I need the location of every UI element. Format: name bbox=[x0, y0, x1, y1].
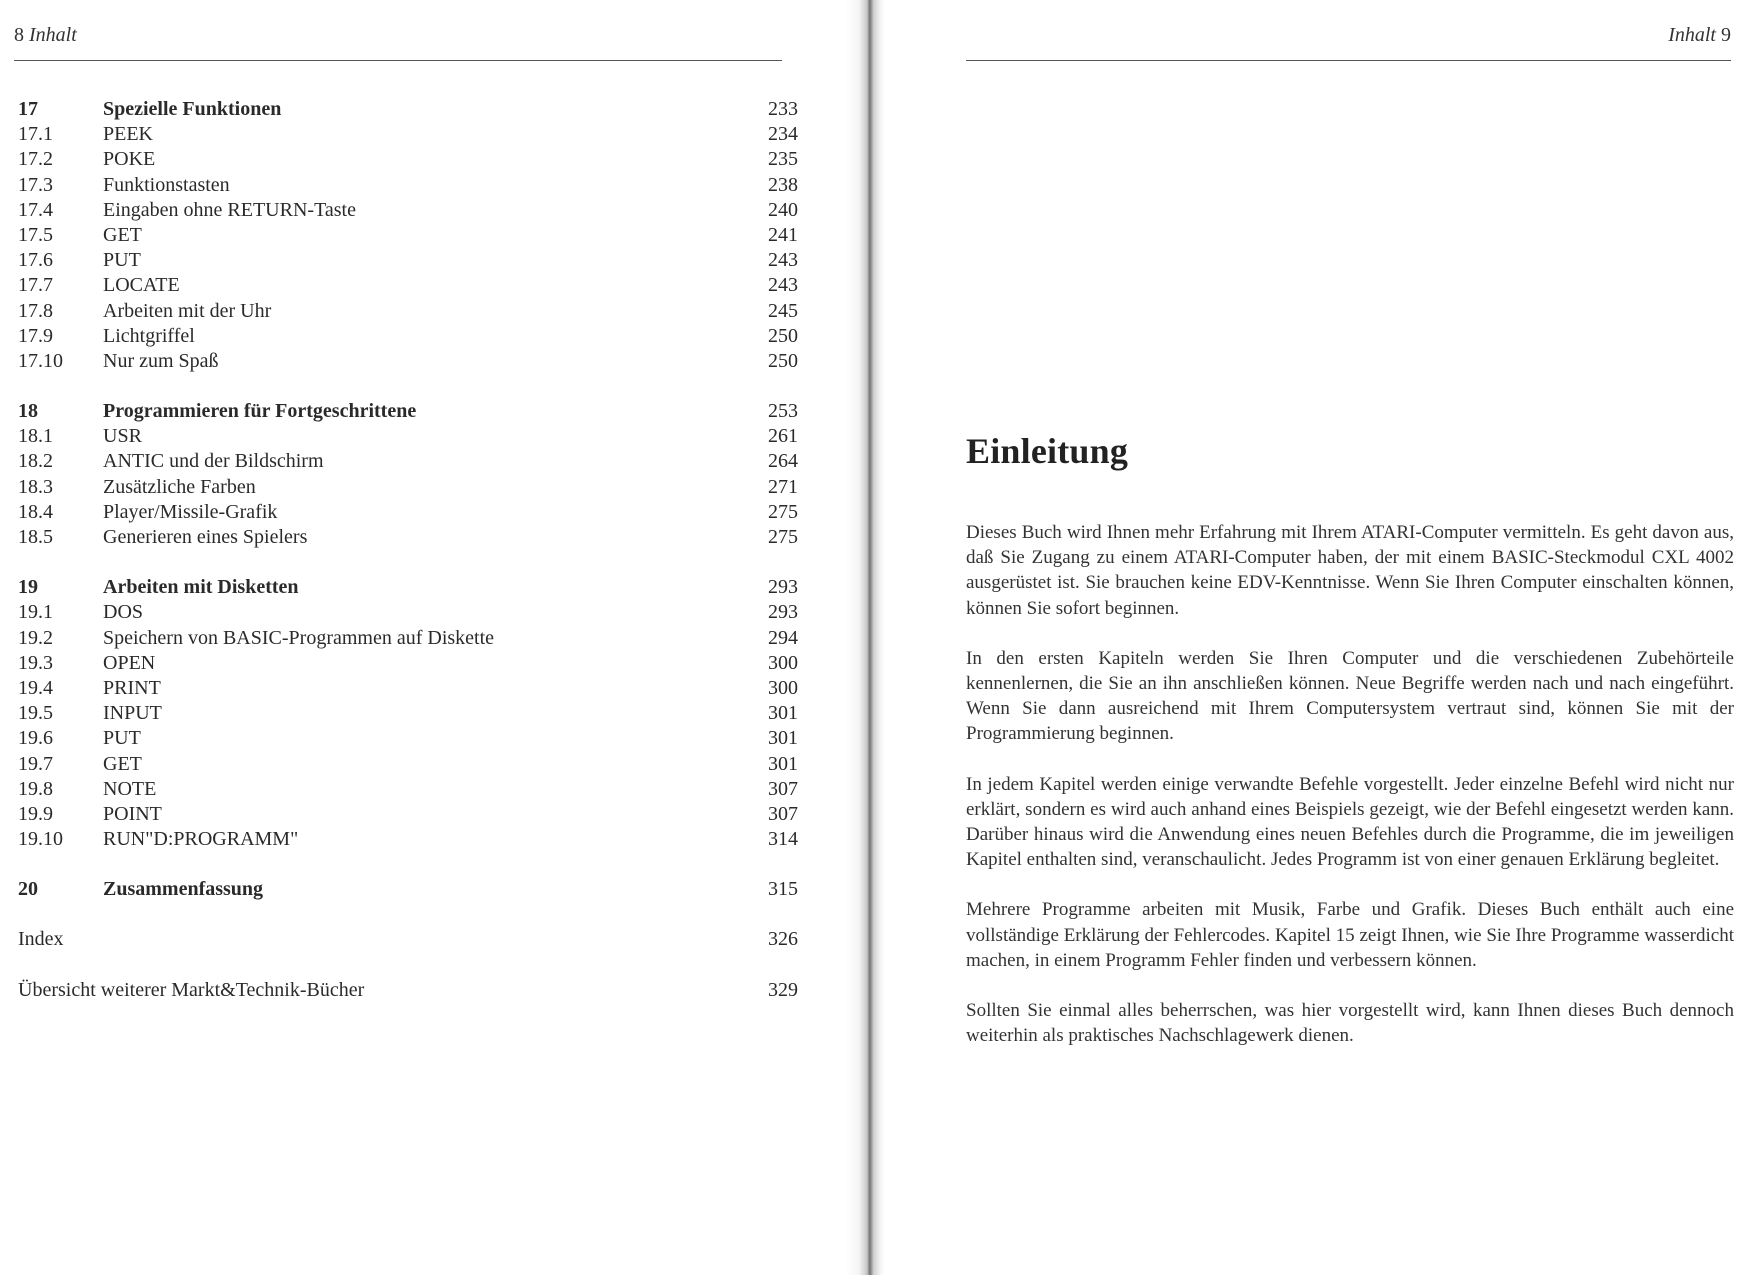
toc-entry bbox=[18, 122, 798, 147]
right-page-number: 9 bbox=[1721, 24, 1731, 46]
left-running-head bbox=[14, 24, 77, 47]
toc-entry-number: 17.5 bbox=[18, 223, 53, 246]
toc-entry bbox=[18, 399, 798, 424]
right-header-rule bbox=[966, 60, 1731, 61]
toc-entry-number: 18.3 bbox=[18, 475, 53, 498]
toc-entry-number: 18 bbox=[18, 400, 38, 423]
toc-entry-title: DOS bbox=[103, 601, 144, 624]
right-running-head bbox=[1668, 24, 1731, 47]
toc-entry-number: 19.1 bbox=[18, 601, 53, 624]
toc-entry-page: 240 bbox=[768, 198, 798, 221]
toc-entry-page: 300 bbox=[768, 676, 798, 699]
toc-entry-page: 329 bbox=[768, 978, 798, 1001]
toc-entry-title: Spezielle Funktionen bbox=[103, 98, 282, 120]
toc-entry-number: 17.6 bbox=[18, 249, 53, 272]
toc-entry-number: 17.8 bbox=[18, 299, 53, 322]
toc-entry-number: 19.9 bbox=[18, 802, 53, 825]
toc-entry-number: 17.10 bbox=[18, 349, 63, 372]
toc-entry-number: 19.3 bbox=[18, 651, 53, 674]
toc-entry-page: 233 bbox=[768, 98, 798, 120]
toc-entry-page: 315 bbox=[768, 878, 798, 901]
toc-entry-title: Programmieren für Fortgeschrittene bbox=[103, 400, 417, 423]
toc-entry-title: NOTE bbox=[103, 777, 157, 800]
paragraph: In jedem Kapitel werden einige verwandte Befehle vorgestellt. Jeder einzelne Befehl wird nicht nur erklärt, sondern es wird auch anhand eines Beispiels gezeigt, wie der Befehl eingesetzt werden kann. Darüber hinaus wird die Anwendung eines neuen Befehles durch die Programme, die im jeweiligen Kapitel enthalten sind, veranschaulicht. Jedes Programm ist von einer genauen Erklärung begleitet. bbox=[966, 773, 1734, 871]
toc-entry-title: PUT bbox=[103, 249, 141, 272]
body-text bbox=[966, 520, 1734, 1073]
toc-entry-number: 18.4 bbox=[18, 500, 53, 523]
toc-entry-number: 18.5 bbox=[18, 526, 53, 548]
paragraph: Sollten Sie einmal alles beherrschen, was hier vorgestellt wird, kann Ihnen dieses Buch dennoch weiterhin als praktisches Nachschlagewerk dienen. bbox=[966, 1000, 1734, 1047]
toc-entry-number: 17.3 bbox=[18, 173, 53, 196]
toc-entry-page: 301 bbox=[768, 727, 798, 750]
toc-entry-number: 17.1 bbox=[18, 123, 53, 146]
toc-entry-page: 275 bbox=[768, 500, 798, 523]
chapter-heading: Einleitung bbox=[966, 431, 1129, 471]
toc-entry bbox=[18, 198, 798, 223]
book-gutter bbox=[845, 0, 885, 1275]
toc-entry bbox=[18, 651, 798, 676]
toc-entry-page: 235 bbox=[768, 148, 798, 171]
paragraph: In den ersten Kapiteln werden Sie Ihren Computer und die verschiedenen Zubehörteile kennenlernen, die Sie an ihn anschließen können. Neue Begriffe werden nach und nach eingeführt. Wenn Sie dann ausreichend mit Ihrem Computersystem vertraut sind, können Sie mit der Programmierung beginnen. bbox=[966, 647, 1734, 745]
toc-entry-page: 264 bbox=[768, 450, 798, 473]
left-page bbox=[0, 0, 850, 1275]
toc-entry-number: 19.6 bbox=[18, 727, 53, 750]
toc-entry-title: INPUT bbox=[103, 702, 162, 725]
toc-entry bbox=[18, 777, 798, 802]
toc-entry bbox=[18, 500, 798, 525]
toc-entry-number: 19.5 bbox=[18, 702, 53, 725]
toc-entry bbox=[18, 927, 798, 952]
toc-entry-page: 293 bbox=[768, 601, 798, 624]
toc-entry-number: 19.7 bbox=[18, 752, 53, 775]
toc-entry-title: Eingaben ohne RETURN-Taste bbox=[103, 198, 356, 221]
toc-entry bbox=[18, 173, 798, 198]
left-page-number: 8 bbox=[14, 24, 24, 46]
toc-entry-title: Player/Missile-Grafik bbox=[103, 500, 278, 523]
toc-entry-page: 300 bbox=[768, 651, 798, 674]
toc-entry bbox=[18, 223, 798, 248]
toc-entry-title: Generieren eines Spielers bbox=[103, 526, 308, 548]
toc-entry bbox=[18, 147, 798, 172]
toc-entry-page: 243 bbox=[768, 274, 798, 297]
toc-entry-page: 314 bbox=[768, 828, 798, 851]
left-header-rule bbox=[14, 60, 782, 61]
toc-entry-page: 307 bbox=[768, 777, 798, 800]
toc-entry-title: GET bbox=[103, 752, 142, 775]
toc-entry-number: 19.4 bbox=[18, 676, 53, 699]
toc-entry-number: 19.8 bbox=[18, 777, 53, 800]
toc-entry-page: 294 bbox=[768, 626, 798, 649]
toc-entry bbox=[18, 877, 798, 902]
toc-entry-title: Arbeiten mit der Uhr bbox=[103, 299, 272, 322]
toc-entry-number: 19 bbox=[18, 576, 38, 599]
toc-entry-number: 17.9 bbox=[18, 324, 53, 347]
toc-entry-title: Speichern von BASIC-Programmen auf Diskette bbox=[103, 626, 495, 649]
toc-entry-title: ANTIC und der Bildschirm bbox=[103, 450, 324, 473]
toc-entry-title: PRINT bbox=[103, 676, 161, 699]
toc-entry bbox=[18, 752, 798, 777]
toc-entry-page: 234 bbox=[768, 123, 798, 146]
toc-entry-title: Arbeiten mit Disketten bbox=[103, 576, 299, 599]
toc-entry-title: PUT bbox=[103, 727, 141, 750]
right-page bbox=[880, 0, 1745, 1275]
toc-entry-page: 250 bbox=[768, 324, 798, 347]
toc-entry bbox=[18, 525, 798, 550]
toc-entry bbox=[18, 475, 798, 500]
toc-entry-title: Zusammenfassung bbox=[103, 878, 264, 901]
toc-entry bbox=[18, 626, 798, 651]
toc-entry-title: Nur zum Spaß bbox=[103, 349, 219, 372]
paragraph: Mehrere Programme arbeiten mit Musik, Farbe und Grafik. Dieses Buch enthält auch eine vollständige Erklärung der Fehlercodes. Kapitel 15 zeigt Ihnen, wie Sie Ihre Programme wasserdicht machen, in einem Programm Fehler finden und verbessern können. bbox=[966, 899, 1734, 971]
toc-entry-title: Lichtgriffel bbox=[103, 324, 195, 347]
toc-entry-title: POKE bbox=[103, 148, 156, 171]
toc-entry bbox=[18, 726, 798, 751]
toc-entry-page: 293 bbox=[768, 576, 798, 599]
toc-entry-page: 301 bbox=[768, 702, 798, 725]
toc-entry-number: 17.7 bbox=[18, 274, 53, 297]
toc-entry-page: 245 bbox=[768, 299, 798, 322]
toc-entry bbox=[18, 324, 798, 349]
toc-entry-title: LOCATE bbox=[103, 274, 180, 297]
toc-entry-title: USR bbox=[103, 425, 142, 448]
toc-entry-title: OPEN bbox=[103, 651, 156, 674]
toc-entry-page: 243 bbox=[768, 249, 798, 272]
toc-entry bbox=[18, 97, 798, 122]
toc-entry-number: 18.2 bbox=[18, 450, 53, 473]
toc-entry bbox=[18, 299, 798, 324]
paragraph: Dieses Buch wird Ihnen mehr Erfahrung mit Ihrem ATARI-Computer vermitteln. Es geht davon aus, daß Sie Zugang zu einem ATARI-Computer haben, der mit einem BASIC-Steckmodul CXL 4002 ausgerüstet ist. Sie brauchen keine EDV-Kenntnisse. Wenn Sie Ihren Computer einschalten können, können Sie sofort beginnen. bbox=[966, 522, 1734, 619]
toc-entry-page: 238 bbox=[768, 173, 798, 196]
toc-entry-page: 307 bbox=[768, 802, 798, 825]
toc-entry-number: 18.1 bbox=[18, 425, 53, 448]
toc-entry-number: 17 bbox=[18, 98, 38, 120]
toc-entry-number: 19.2 bbox=[18, 626, 53, 649]
toc-entry bbox=[18, 575, 798, 600]
right-running-title: Inhalt bbox=[1668, 24, 1716, 46]
toc-entry-title: RUN"D:PROGRAMM" bbox=[103, 828, 299, 851]
toc-entry-page: 271 bbox=[768, 475, 798, 498]
toc-entry-title: Funktionstasten bbox=[103, 173, 230, 196]
toc-entry bbox=[18, 827, 798, 852]
toc-entry-page: 261 bbox=[768, 425, 798, 448]
toc-entry-title: Zusätzliche Farben bbox=[103, 475, 256, 498]
toc-entry-number: 17.4 bbox=[18, 198, 53, 221]
toc-entry-title: GET bbox=[103, 223, 142, 246]
toc-entry-page: 326 bbox=[768, 928, 798, 951]
toc-entry bbox=[18, 248, 798, 273]
toc-entry bbox=[18, 273, 798, 298]
toc-entry-page: 301 bbox=[768, 752, 798, 775]
toc-entry bbox=[18, 701, 798, 726]
toc-entry-number: 17.2 bbox=[18, 148, 53, 171]
toc-entry bbox=[18, 349, 798, 374]
toc-entry bbox=[18, 676, 798, 701]
toc-entry-page: 275 bbox=[768, 526, 798, 548]
toc-entry-number: 19.10 bbox=[18, 828, 63, 851]
toc-entry-page: 241 bbox=[768, 223, 798, 246]
toc-entry-page: 250 bbox=[768, 349, 798, 372]
toc-entry bbox=[18, 802, 798, 827]
left-running-title: Inhalt bbox=[29, 24, 77, 46]
toc-entry-title: Übersicht weiterer Markt&Technik-Bücher bbox=[18, 978, 365, 1001]
toc-entry-page: 253 bbox=[768, 400, 798, 423]
toc-entry-title: Index bbox=[18, 928, 64, 951]
toc-entry-number: 20 bbox=[18, 878, 38, 901]
toc-entry bbox=[18, 600, 798, 625]
toc-entry-title: POINT bbox=[103, 802, 162, 825]
toc-entry bbox=[18, 424, 798, 449]
table-of-contents bbox=[18, 97, 798, 1003]
toc-entry bbox=[18, 978, 798, 1003]
toc-entry bbox=[18, 449, 798, 474]
toc-entry-title: PEEK bbox=[103, 123, 153, 146]
